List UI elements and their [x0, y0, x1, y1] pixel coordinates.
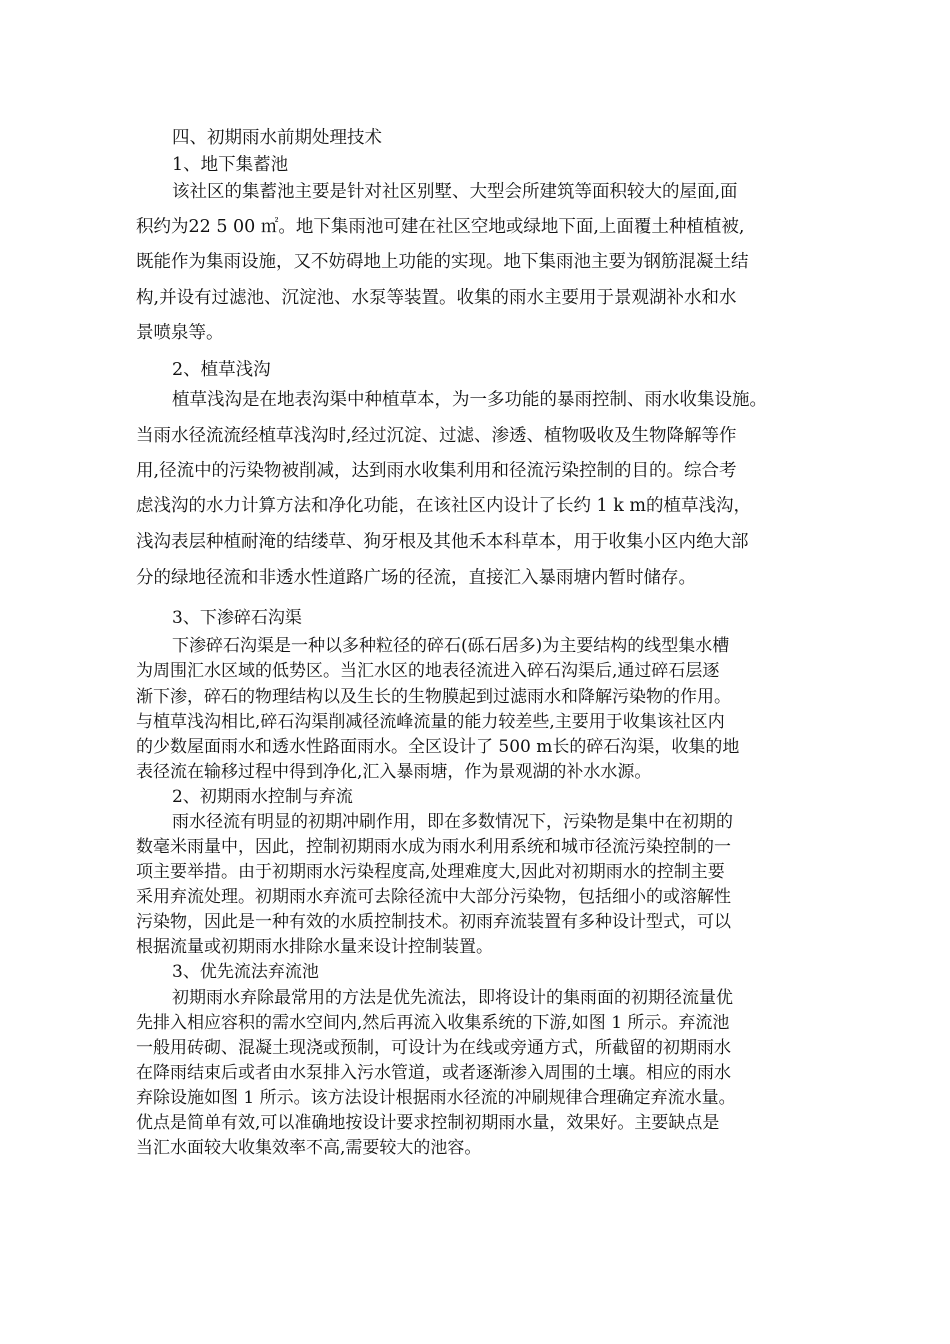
subheading-grass-swale: 2、植草浅沟: [172, 360, 271, 380]
subheading-gravel-trench: 3、下渗碎石沟渠: [172, 608, 302, 628]
paragraph-line: 一般用砖砌、混凝土现浇或预制，可设计为在线或旁通方式，所截留的初期雨水: [136, 1038, 731, 1058]
paragraph-line: 用,径流中的污染物被削减，达到雨水收集利用和径流污染控制的目的。综合考: [136, 461, 737, 481]
paragraph-line: 项主要举措。由于初期雨水污染程度高,处理难度大,因此对初期雨水的控制主要: [136, 862, 725, 882]
paragraph-line: 既能作为集雨设施，又不妨碍地上功能的实现。地下集雨池主要为钢筋混凝土结: [136, 252, 749, 272]
subheading-first-flush-control: 2、初期雨水控制与弃流: [172, 787, 353, 807]
paragraph-line: 在降雨结束后或者由水泵排入污水管道，或者逐渐渗入周围的土壤。相应的雨水: [136, 1063, 731, 1083]
paragraph-line: 表径流在输移过程中得到净化,汇入暴雨塘，作为景观湖的补水水源。: [136, 762, 652, 782]
paragraph-line: 的少数屋面雨水和透水性路面雨水。全区设计了 500 m长的碎石沟渠，收集的地: [136, 737, 740, 757]
paragraph-line: 初期雨水弃除最常用的方法是优先流法，即将设计的集雨面的初期径流量优: [172, 988, 733, 1008]
subheading-underground-storage: 1、地下集蓄池: [172, 155, 289, 175]
paragraph-line: 与植草浅沟相比,碎石沟渠削减径流峰流量的能力较差些,主要用于收集该社区内: [136, 712, 725, 732]
paragraph-line: 浅沟表层种植耐淹的结缕草、狗牙根及其他禾本科草本，用于收集小区内绝大部: [136, 532, 749, 552]
paragraph-line: 为周围汇水区域的低势区。当汇水区的地表径流进入碎石沟渠后,通过碎石层逐: [136, 661, 720, 681]
paragraph-line: 雨水径流有明显的初期冲刷作用，即在多数情况下，污染物是集中在初期的: [172, 812, 733, 832]
paragraph-line: 该社区的集蓄池主要是针对社区别墅、大型会所建筑等面积较大的屋面,面: [172, 182, 738, 202]
paragraph-line: 污染物，因此是一种有效的水质控制技术。初雨弃流装置有多种设计型式，可以: [136, 912, 731, 932]
paragraph-line: 下渗碎石沟渠是一种以多种粒径的碎石(砾石居多)为主要结构的线型集水槽: [172, 636, 730, 656]
paragraph-line: 景喷泉等。: [136, 323, 224, 343]
paragraph-line: 当雨水径流流经植草浅沟时,经过沉淀、过滤、渗透、植物吸收及生物降解等作: [136, 426, 737, 446]
paragraph-line: 优点是简单有效,可以准确地按设计要求控制初期雨水量，效果好。主要缺点是: [136, 1113, 720, 1133]
paragraph-line: 植草浅沟是在地表沟渠中种植草本，为一多功能的暴雨控制、雨水收集设施。: [172, 390, 767, 410]
subheading-priority-flow-tank: 3、优先流法弃流池: [172, 962, 319, 982]
paragraph-line: 采用弃流处理。初期雨水弃流可去除径流中大部分污染物，包括细小的或溶解性: [136, 887, 731, 907]
paragraph-line: 当汇水面较大收集效率不高,需要较大的池容。: [136, 1138, 482, 1158]
paragraph-line: 分的绿地径流和非透水性道路广场的径流，直接汇入暴雨塘内暂时储存。: [136, 568, 696, 588]
heading-section-four: 四、初期雨水前期处理技术: [172, 128, 382, 148]
paragraph-line: 构,并设有过滤池、沉淀池、水泵等装置。收集的雨水主要用于景观湖补水和水: [136, 288, 737, 308]
paragraph-line: 数毫米雨量中，因此，控制初期雨水成为雨水利用系统和城市径流污染控制的一: [136, 837, 731, 857]
paragraph-line: 先排入相应容积的需水空间内,然后再流入收集系统的下游,如图 1 所示。弃流池: [136, 1013, 730, 1033]
paragraph-line: 弃除设施如图 1 所示。该方法设计根据雨水径流的冲刷规律合理确定弃流水量。: [136, 1088, 736, 1108]
paragraph-line: 虑浅沟的水力计算方法和净化功能，在该社区内设计了长约 1 k m的植草浅沟，: [136, 496, 752, 516]
paragraph-line: 渐下渗，碎石的物理结构以及生长的生物膜起到过滤雨水和降解污染物的作用。: [136, 687, 731, 707]
paragraph-line: 根据流量或初期雨水排除水量来设计控制装置。: [136, 937, 493, 957]
paragraph-line: 积约为22 5 00 ㎡。地下集雨池可建在社区空地或绿地下面,上面覆土种植植被,: [136, 217, 745, 237]
